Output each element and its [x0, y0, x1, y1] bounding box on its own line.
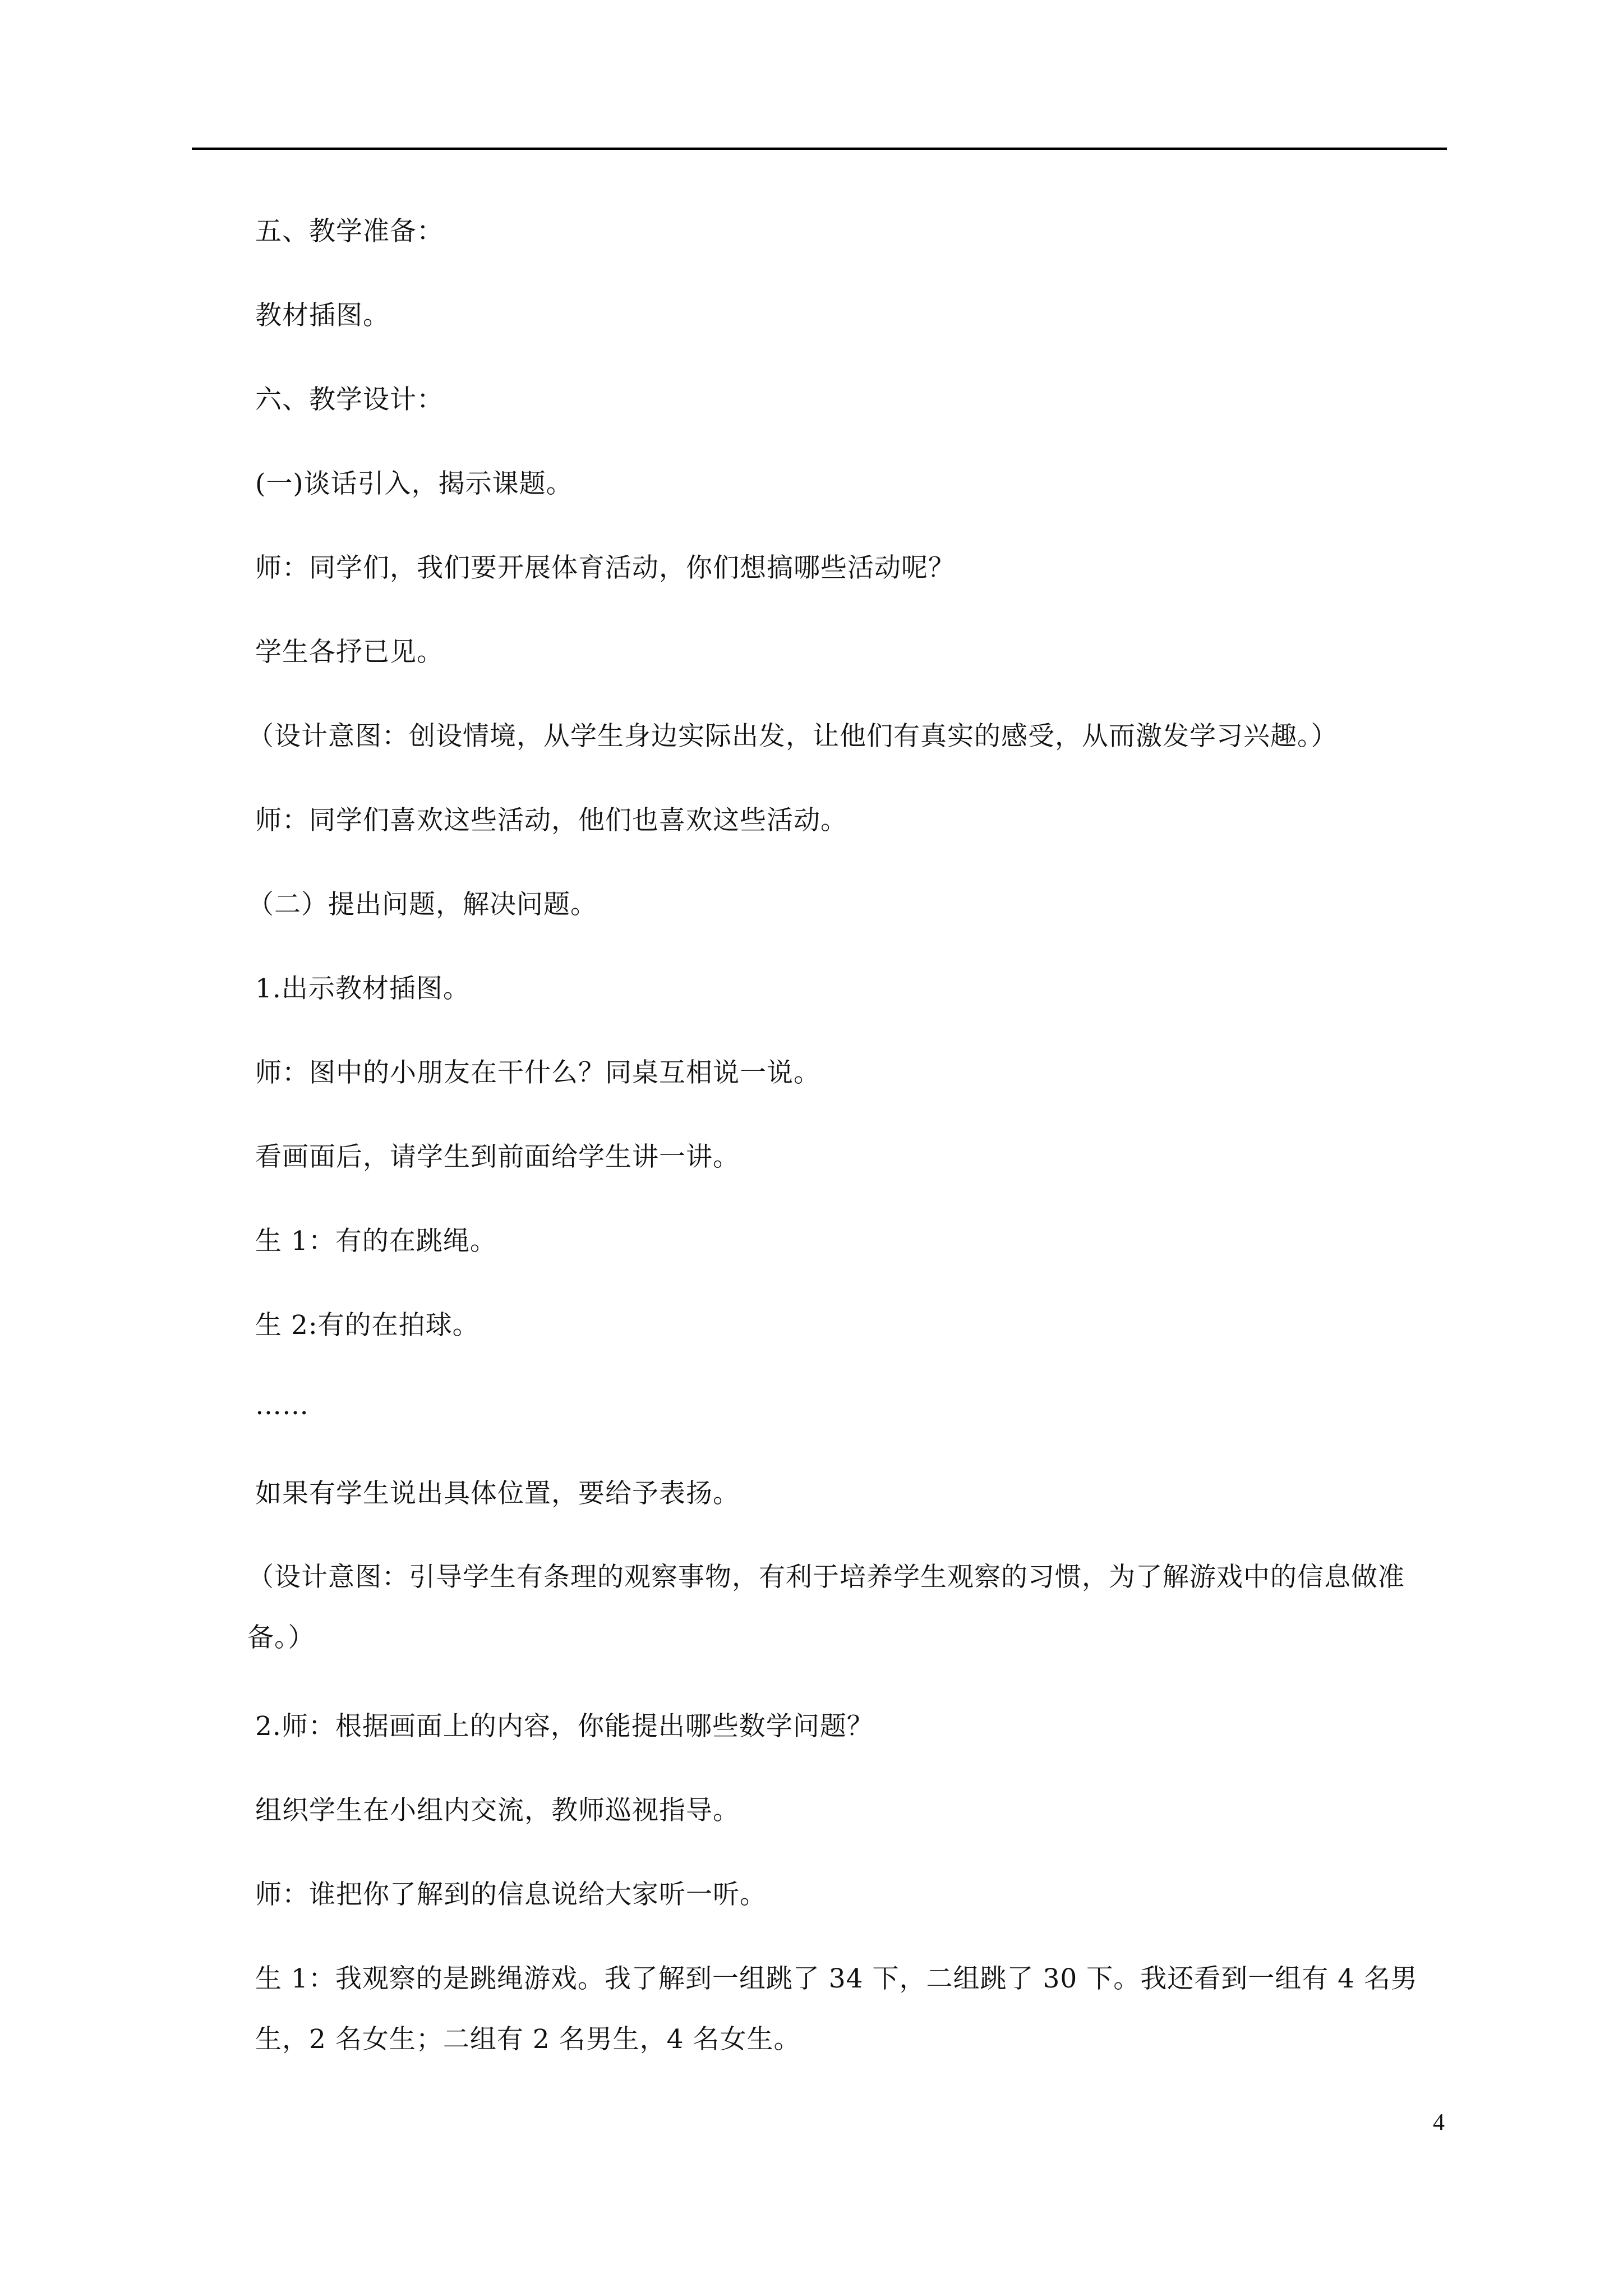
- subsection-heading: （二）提出问题，解决问题。: [247, 889, 597, 920]
- section-heading-preparation: 五、教学准备：: [255, 216, 444, 247]
- paragraph: 师：同学们，我们要开展体育活动，你们想搞哪些活动呢？: [255, 553, 955, 583]
- paragraph: 2.师：根据画面上的内容，你能提出哪些数学问题？: [255, 1711, 874, 1742]
- section-heading-design: 六、教学设计：: [255, 384, 444, 415]
- paragraph: 生 1：我观察的是跳绳游戏。我了解到一组跳了 34 下，二组跳了 30 下。我还看到一组有 4 名男生，2 名女生；二组有 2 名男生，4 名女生。: [255, 1963, 1418, 2055]
- paragraph: 师：谁把你了解到的信息说给大家听一听。: [255, 1879, 767, 1910]
- subsection-heading: (一)谈话引入，揭示课题。: [255, 468, 573, 499]
- paragraph: 看画面后，请学生到前面给学生讲一讲。: [255, 1142, 740, 1172]
- paragraph: 生 1：有的在跳绳。: [255, 1226, 497, 1257]
- paragraph: 组织学生在小组内交流，教师巡视指导。: [255, 1795, 740, 1826]
- paragraph: 教材插图。: [255, 300, 390, 331]
- design-intent-note: （设计意图：创设情境，从学生身边实际出发，让他们有真实的感受，从而激发学习兴趣。）: [247, 721, 1338, 752]
- paragraph: 师：同学们喜欢这些活动，他们也喜欢这些活动。: [255, 805, 847, 836]
- paragraph: 师：图中的小朋友在干什么？同桌互相说一说。: [255, 1057, 820, 1088]
- paragraph: 如果有学生说出具体位置，要给予表扬。: [255, 1478, 740, 1509]
- paragraph: 1.出示教材插图。: [255, 973, 470, 1004]
- ellipsis: ……: [255, 1390, 309, 1421]
- paragraph: 学生各抒已见。: [255, 637, 444, 668]
- design-intent-note: （设计意图：引导学生有条理的观察事物，有利于培养学生观察的习惯，为了解游戏中的信息做准备。）: [247, 1562, 1405, 1653]
- paragraph: 生 2:有的在拍球。: [255, 1310, 479, 1341]
- header-rule: [192, 148, 1447, 150]
- page-number: 4: [1433, 2110, 1445, 2136]
